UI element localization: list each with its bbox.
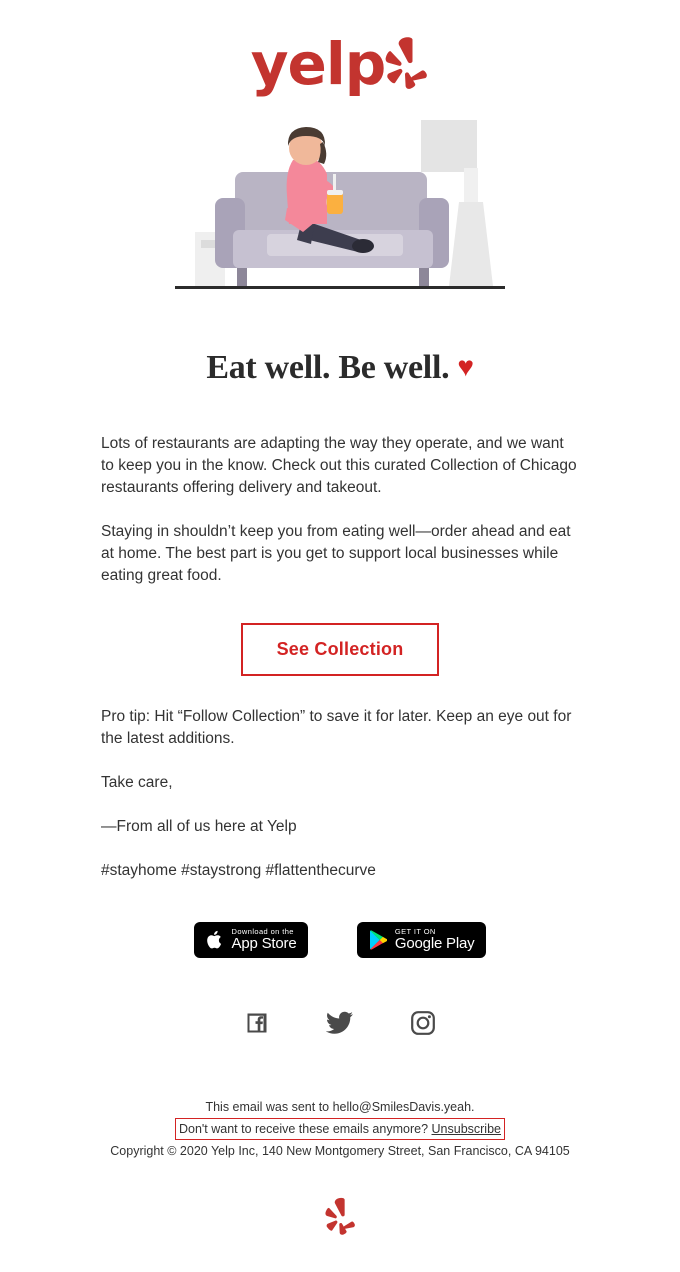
- body-copy: [101, 387, 579, 587]
- app-store-badge-big: App Store: [231, 935, 297, 953]
- facebook-icon[interactable]: [244, 1010, 270, 1041]
- footer-sent-to: This email was sent to hello@SmilesDavis.yeah.: [205, 1100, 475, 1114]
- app-store-badge-small: Download on the: [231, 927, 294, 937]
- body-paragraph-1: Lots of restaurants are adapting the way they operate, and we want to keep you in the know. Check out this curated Collection of Chicago restaurants offering delivery and takeout.: [101, 435, 577, 496]
- google-play-badge[interactable]: [357, 922, 487, 958]
- headline-text: Eat well. Be well.: [206, 349, 450, 386]
- unsubscribe-link[interactable]: Unsubscribe: [431, 1122, 501, 1136]
- footer-yelp-logo[interactable]: [0, 1197, 680, 1242]
- social-links: [0, 1010, 680, 1041]
- google-play-icon: [369, 930, 387, 950]
- page-title: [0, 349, 680, 387]
- pro-tip-text: Pro tip: Hit “Follow Collection” to save it for later. Keep an eye out for the latest additions.: [101, 708, 572, 747]
- from-line-text: —From all of us here at Yelp: [101, 818, 297, 835]
- signature-block: [101, 706, 579, 882]
- google-play-badge-big: Google Play: [394, 935, 475, 953]
- google-play-badge-small: GET IT ON: [394, 927, 436, 937]
- apple-icon: [206, 929, 224, 951]
- unsubscribe-row: [175, 1118, 505, 1140]
- yelp-burst-icon: [323, 1197, 357, 1237]
- instagram-icon[interactable]: [410, 1010, 436, 1041]
- yelp-logo-header: [0, 22, 680, 100]
- app-store-badge[interactable]: [194, 922, 309, 958]
- yelp-burst-icon: [383, 36, 429, 92]
- app-badges: [0, 922, 680, 958]
- hashtags-text: #stayhome #staystrong #flattenthecurve: [101, 862, 376, 879]
- yelp-logo[interactable]: [251, 32, 430, 96]
- body-paragraph-2: Staying in shouldn’t keep you from eating well—order ahead and eat at home. The best part is you get to support local businesses while eating great food.: [101, 523, 571, 584]
- heart-icon: ♥: [457, 352, 474, 383]
- footer-copyright: Copyright © 2020 Yelp Inc, 140 New Montgomery Street, San Francisco, CA 94105: [110, 1144, 570, 1158]
- footer: [0, 1097, 680, 1161]
- see-collection-button[interactable]: See Collection: [241, 623, 440, 676]
- yelp-wordmark: yelp: [250, 30, 386, 98]
- person-on-couch-eating-illustration: [175, 112, 505, 297]
- take-care-text: Take care,: [101, 774, 173, 791]
- twitter-icon[interactable]: [326, 1011, 354, 1040]
- cta-row: [0, 623, 680, 676]
- unsubscribe-prefix: Don't want to receive these emails anymore?: [178, 1122, 429, 1136]
